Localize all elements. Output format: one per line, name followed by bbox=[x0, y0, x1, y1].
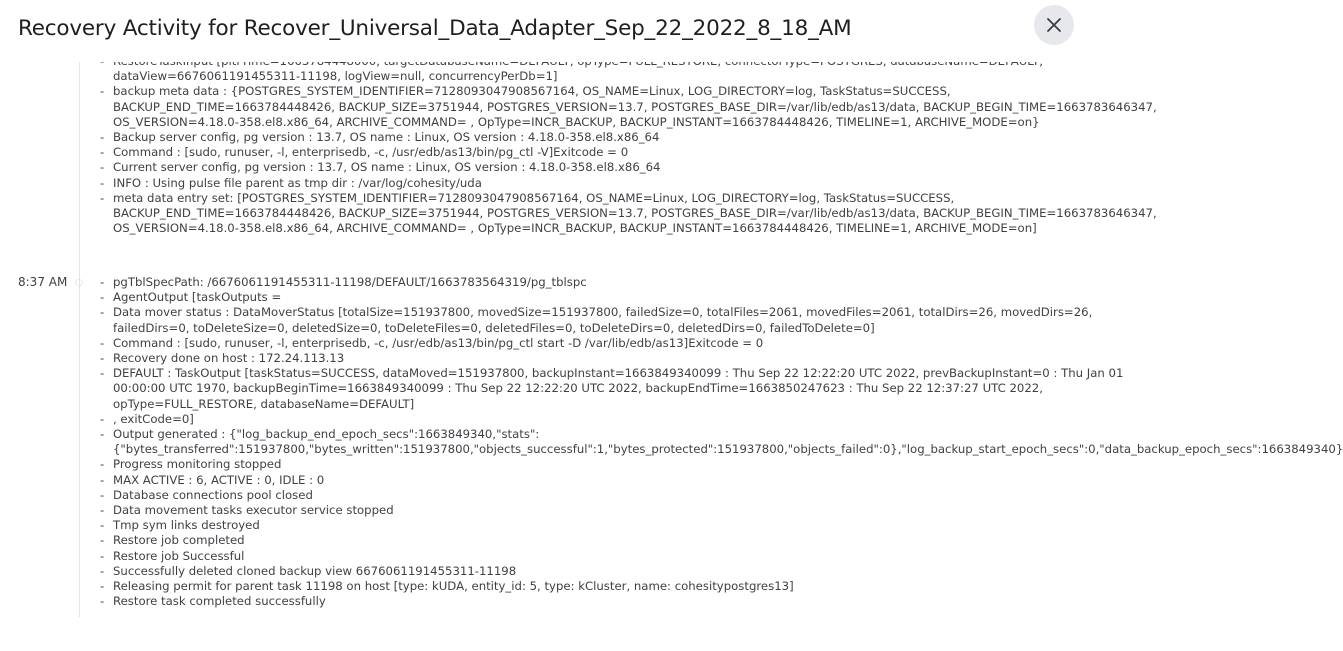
log-entry: - meta data entry set: [POSTGRES_SYSTEM_IDENTIFIER=7128093047908567164, OS_NAME=Linux, LOG_DIRECTORY=log, TaskStatus=SUCCESS, BACKUP_END_TIME=1663784448426, BACKUP_SIZE=3751944, POSTGRES_VERSION=13.7, POSTGRES_BASE_DIR=/var/lib/edb/as13/data, BACKUP_BEGIN_TIME=1663783646347, OS_VERSION=4.18.0-358.el8.x86_64, ARCHIVE_COMMAND= , OpType=INCR_BACKUP, BACKUP_INSTANT=1663784448426, TIMELINE=1, ARCHIVE_MODE=on] bbox=[100, 191, 1080, 237]
log-entry: - DEFAULT : TaskOutput [taskStatus=SUCCESS, dataMoved=151937800, backupInstant=1663849340099 : Thu Sep 22 12:22:20 UTC 2022, prevBackupInstant=0 : Thu Jan 01 00:00:00 UTC 1970, backupBeginTime=1663849340099 : Thu Sep 22 12:22:20 UTC 2022, backupEndTime=1663850247623 : Thu Sep 22 12:37:27 UTC 2022, opType=FULL_RESTORE, databaseName=DEFAULT] bbox=[100, 366, 1080, 412]
log-entry: - Restore task completed successfully bbox=[100, 594, 1080, 609]
log-entry: - , exitCode=0] bbox=[100, 412, 1080, 427]
close-icon bbox=[1047, 18, 1061, 32]
timeline-line bbox=[79, 62, 80, 617]
log-entries bbox=[100, 275, 1343, 609]
log-entry: - MAX ACTIVE : 6, ACTIVE : 0, IDLE : 0 bbox=[100, 473, 1080, 488]
log-entry: - backup meta data : {POSTGRES_SYSTEM_IDENTIFIER=7128093047908567164, OS_NAME=Linux, LOG_DIRECTORY=log, TaskStatus=SUCCESS, BACKUP_END_TIME=1663784448426, BACKUP_SIZE=3751944, POSTGRES_VERSION=13.7, POSTGRES_BASE_DIR=/var/lib/edb/as13/data, BACKUP_BEGIN_TIME=1663783646347, OS_VERSION=4.18.0-358.el8.x86_64, ARCHIVE_COMMAND= , OpType=INCR_BACKUP, BACKUP_INSTANT=1663784448426, TIMELINE=1, ARCHIVE_MODE=on} bbox=[100, 84, 1080, 130]
log-entry: - Successfully deleted cloned backup view 6676061191455311-11198 bbox=[100, 564, 1080, 579]
log-entry: - Tmp sym links destroyed bbox=[100, 518, 1080, 533]
log-entry: - INFO : Using pulse file parent as tmp dir : /var/log/cohesity/uda bbox=[100, 176, 1080, 191]
log-entry: - Output generated : {"log_backup_end_epoch_secs":1663849340,"stats": {"bytes_transferred":151937800,"bytes_written":151937800,"objects_successful":1,"bytes_protected":151937800,"objects_failed":0},"log_backup_start_epoch_secs":0,"data_backup_epoch_secs":1663849340} bbox=[100, 427, 1080, 457]
log-entry: - Database connections pool closed bbox=[100, 488, 1080, 503]
close-button[interactable] bbox=[1034, 5, 1074, 45]
activity-time: 8:37 AM bbox=[18, 275, 68, 289]
log-entry: - Command : [sudo, runuser, -l, enterprisedb, -c, /usr/edb/as13/bin/pg_ctl start -D /var/lib/edb/as13]Exitcode = 0 bbox=[100, 336, 1080, 351]
log-entry: - Restore job completed bbox=[100, 533, 1080, 548]
log-entry: - Backup server config, pg version : 13.7, OS name : Linux, OS version : 4.18.0-358.el8.x86_64 bbox=[100, 130, 1080, 145]
log-entry: - pgTblSpecPath: /6676061191455311-11198/DEFAULT/1663783564319/pg_tblspc bbox=[100, 275, 1080, 290]
log-entry: - Progress monitoring stopped bbox=[100, 457, 1080, 472]
log-entry: - dataView=6676061191455311-11198, logView=null, concurrencyPerDb=1] bbox=[100, 54, 1080, 84]
dialog-title: Recovery Activity for Recover_Universal_Data_Adapter_Sep_22_2022_8_18_AM bbox=[18, 16, 852, 41]
log-entry: - Releasing permit for parent task 11198 on host [type: kUDA, entity_id: 5, type: kCluster, name: cohesitypostgres13] bbox=[100, 579, 1080, 594]
log-entries bbox=[100, 54, 1157, 236]
log-entry: - Data mover status : DataMoverStatus [totalSize=151937800, movedSize=151937800, failedSize=0, totalFiles=2061, movedFiles=2061, totalDirs=26, movedDirs=26, failedDirs=0, toDeleteSize=0, deletedSize=0, toDeleteFiles=0, deletedFiles=0, toDeleteDirs=0, deletedDirs=0, failedToDelete=0] bbox=[100, 305, 1080, 335]
log-entry: - Current server config, pg version : 13.7, OS name : Linux, OS version : 4.18.0-358.el8.x86_64 bbox=[100, 160, 1080, 175]
log-entry: - Restore job Successful bbox=[100, 549, 1080, 564]
log-entry: - AgentOutput [taskOutputs = bbox=[100, 290, 1080, 305]
timeline-marker-icon: ○ bbox=[75, 278, 83, 288]
dialog-header bbox=[0, 0, 1080, 62]
log-entry: - Data movement tasks executor service stopped bbox=[100, 503, 1080, 518]
log-entry: - Command : [sudo, runuser, -l, enterprisedb, -c, /usr/edb/as13/bin/pg_ctl -V]Exitcode = 0 bbox=[100, 145, 1080, 160]
log-entry: - Recovery done on host : 172.24.113.13 bbox=[100, 351, 1080, 366]
